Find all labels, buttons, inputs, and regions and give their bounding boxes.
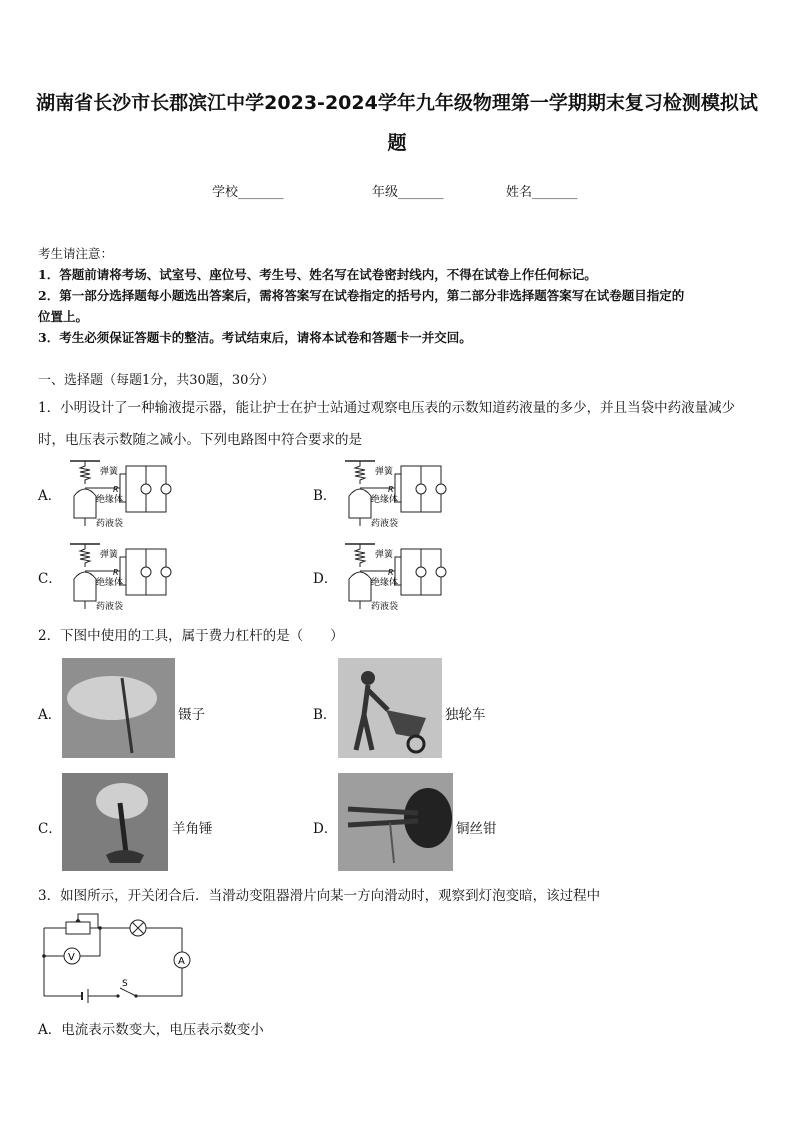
bag-label: 药液袋	[371, 602, 399, 611]
q1-option-a-diagram	[60, 456, 190, 528]
voltmeter-label: V	[68, 952, 75, 963]
q2-option-a-letter: A．	[38, 707, 62, 723]
switch-label: S	[122, 979, 128, 989]
resistor-label: R	[388, 568, 394, 577]
resistor-label: R	[113, 568, 119, 577]
bag-label: 药液袋	[96, 519, 124, 528]
claw-hammer-photo	[62, 773, 168, 871]
switch-symbol	[120, 988, 136, 996]
name-field: 姓名_______	[506, 185, 578, 200]
q2-option-a-label: 镊子	[178, 707, 205, 723]
section-heading: 一、选择题（每题1分，共30题，30分）	[38, 373, 275, 388]
q1-option-b-diagram	[335, 456, 465, 528]
page-title-continued: 题	[387, 132, 407, 154]
wire-pliers-photo	[338, 773, 453, 871]
tweezers-photo	[62, 658, 175, 758]
insulator-label: 绝缘体	[371, 495, 399, 505]
bag-label: 药液袋	[96, 602, 124, 611]
q1-option-a-letter: A．	[38, 488, 62, 504]
page-title: 湖南省长沙市长郡滨江中学2023-2024学年九年级物理第一学期期末复习检测模拟试	[36, 92, 758, 114]
q2-option-c-letter: C．	[38, 821, 62, 837]
q2-option-d-letter: D．	[313, 821, 338, 837]
q1-stem-line1: 1．小明设计了一种输液提示器，能让护士在护士站通过观察电压表的示数知道药液量的多少，并且当袋中药液量减少	[38, 400, 736, 416]
insulator-label: 绝缘体	[96, 578, 124, 588]
q1-option-c-diagram	[60, 539, 190, 611]
notice-item-1: 1．答题前请将考场、试室号、座位号、考生号、姓名写在试卷密封线内，不得在试卷上作任何标记。	[38, 267, 597, 282]
q2-option-c-label: 羊角锤	[172, 821, 213, 837]
notice-heading: 考生请注意：	[38, 246, 114, 261]
q3-circuit-diagram	[40, 912, 200, 1004]
q1-option-c-letter: C．	[38, 571, 62, 587]
spring-label: 弹簧	[100, 467, 119, 477]
q2-option-b-letter: B．	[313, 707, 337, 723]
q2-option-b-label: 独轮车	[445, 707, 486, 723]
q3-option-a: A．电流表示数变大，电压表示数变小	[38, 1022, 264, 1038]
insulator-label: 绝缘体	[96, 495, 124, 505]
q1-option-d-letter: D．	[313, 571, 338, 587]
resistor-label: R	[388, 485, 394, 494]
notice-item-3: 3．考生必须保证答题卡的整洁。考试结束后，请将本试卷和答题卡一并交回。	[38, 330, 472, 345]
school-field: 学校_______	[212, 185, 284, 200]
wheelbarrow-photo	[338, 658, 442, 758]
q3-stem: 3．如图所示，开关闭合后．当滑动变阻器滑片向某一方向滑动时，观察到灯泡变暗，该过程中	[38, 888, 601, 904]
ammeter-label: A	[178, 956, 185, 967]
q1-option-d-diagram	[335, 539, 465, 611]
insulator-label: 绝缘体	[371, 578, 399, 588]
notice-item-2-cont: 位置上。	[38, 309, 89, 324]
resistor-label: R	[113, 485, 119, 494]
rheostat-symbol	[66, 922, 90, 934]
spring-label: 弹簧	[100, 550, 119, 560]
q2-option-d-label: 铜丝钳	[456, 821, 497, 837]
grade-field: 年级_______	[372, 185, 444, 200]
spring-label: 弹簧	[375, 467, 394, 477]
q1-stem-line2: 时，电压表示数随之减小。下列电路图中符合要求的是	[38, 432, 362, 448]
q2-stem: 2．下图中使用的工具，属于费力杠杆的是（ ）	[38, 628, 344, 644]
spring-label: 弹簧	[375, 550, 394, 560]
notice-item-2: 2．第一部分选择题每小题选出答案后，需将答案写在试卷指定的括号内，第二部分非选择题答案写在试卷题目指定的	[38, 288, 685, 303]
bag-label: 药液袋	[371, 519, 399, 528]
q1-option-b-letter: B．	[313, 488, 337, 504]
